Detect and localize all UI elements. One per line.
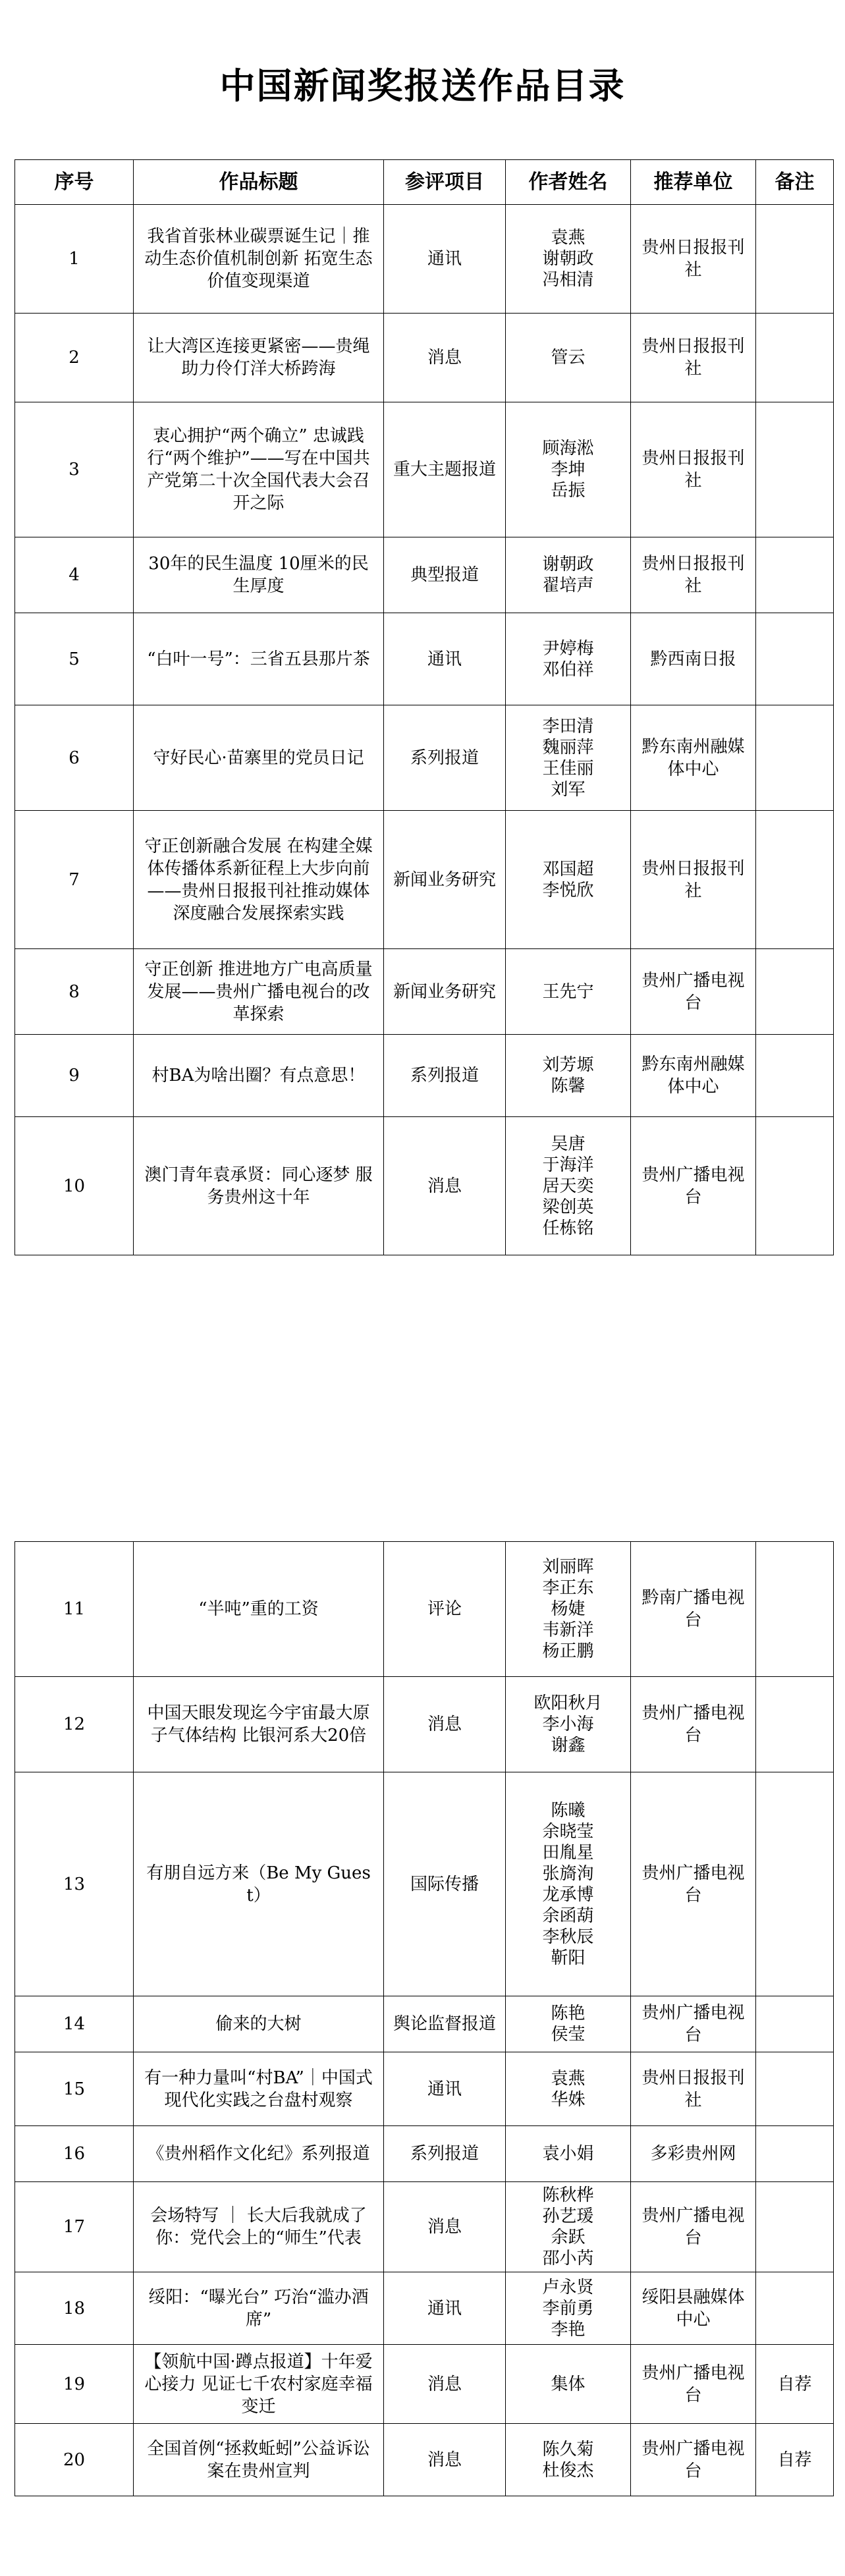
note: [756, 1996, 834, 2052]
authors: [506, 1996, 631, 2052]
author-name: 李悦欣: [542, 880, 594, 900]
author-name: 邵小芮: [542, 2249, 594, 2268]
work-title: 会场特写 ｜ 长大后我就成了你：党代会上的“师生”代表: [134, 2182, 384, 2272]
author-name: 任栋铭: [542, 1218, 594, 1238]
author-name: 陈曦: [551, 1800, 586, 1821]
author-name: 刘芳塬: [542, 1055, 594, 1075]
row-number: 13: [15, 1772, 134, 1996]
table-row: [15, 2052, 834, 2126]
authors: [506, 314, 631, 402]
recommending-unit: 绥阳县融媒体中心: [631, 2272, 756, 2345]
note: [756, 1117, 834, 1255]
category: 通讯: [384, 613, 506, 705]
note: [756, 402, 834, 537]
author-name: 陈久菊: [542, 2439, 594, 2459]
note: [756, 2126, 834, 2182]
note: [756, 705, 834, 811]
table-row: [15, 1542, 834, 1677]
author-name: 田胤星: [542, 1842, 594, 1863]
authors: [506, 811, 631, 949]
authors: [506, 2272, 631, 2345]
work-title: “半吨”重的工资: [134, 1542, 384, 1677]
recommending-unit: 贵州广播电视台: [631, 949, 756, 1035]
table-row: [15, 811, 834, 949]
work-title: 守正创新 推进地方广电高质量发展——贵州广播电视台的改革探索: [134, 949, 384, 1035]
works-table-page-1: [14, 159, 834, 1255]
author-name: 谢朝政: [542, 249, 594, 269]
table-row: [15, 1677, 834, 1772]
recommending-unit: 黔南广播电视台: [631, 1542, 756, 1677]
author-name: 李坤: [551, 460, 586, 480]
authors: [506, 613, 631, 705]
table-row: [15, 205, 834, 314]
category: 通讯: [384, 205, 506, 314]
authors: [506, 1035, 631, 1117]
recommending-unit: 贵州广播电视台: [631, 2424, 756, 2496]
note: [756, 1772, 834, 1996]
table-row: [15, 949, 834, 1035]
author-name: 李正东: [542, 1578, 594, 1598]
row-number: 9: [15, 1035, 134, 1117]
author-name: 邓国超: [542, 859, 594, 879]
recommending-unit: 贵州广播电视台: [631, 1677, 756, 1772]
header-no: 序号: [15, 160, 134, 205]
author-name: 靳阳: [551, 1948, 586, 1968]
author-name: 尹婷梅: [542, 638, 594, 659]
row-number: 5: [15, 613, 134, 705]
row-number: 4: [15, 537, 134, 613]
note: 自荐: [756, 2424, 834, 2496]
table-row: [15, 314, 834, 402]
recommending-unit: 黔东南州融媒体中心: [631, 705, 756, 811]
work-title: 绥阳：“曝光台” 巧治“滥办酒席”: [134, 2272, 384, 2345]
note: [756, 205, 834, 314]
author-name: 孙艺瑗: [542, 2206, 594, 2226]
row-number: 15: [15, 2052, 134, 2126]
table-row: [15, 1117, 834, 1255]
category: 系列报道: [384, 2126, 506, 2182]
category: 国际传播: [384, 1772, 506, 1996]
row-number: 12: [15, 1677, 134, 1772]
note: [756, 314, 834, 402]
author-name: 居天奕: [542, 1176, 594, 1196]
recommending-unit: 贵州日报报刊社: [631, 537, 756, 613]
author-name: 欧阳秋月: [533, 1693, 603, 1713]
note: [756, 1542, 834, 1677]
author-name: 侯莹: [551, 2025, 586, 2044]
authors: [506, 402, 631, 537]
author-name: 袁燕: [551, 2068, 586, 2089]
work-title: 偷来的大树: [134, 1996, 384, 2052]
row-number: 20: [15, 2424, 134, 2496]
table-header-row: [15, 160, 834, 205]
header-title: 作品标题: [134, 160, 384, 205]
work-title: 我省首张林业碳票诞生记｜推动生态价值机制创新 拓宽生态价值变现渠道: [134, 205, 384, 314]
work-title: 【领航中国·蹲点报道】十年爱心接力 见证七千农村家庭幸福变迁: [134, 2345, 384, 2424]
work-title: 《贵州稻作文化纪》系列报道: [134, 2126, 384, 2182]
author-name: 谢鑫: [551, 1736, 586, 1755]
recommending-unit: 贵州广播电视台: [631, 2182, 756, 2272]
author-name: 袁小娟: [542, 2144, 594, 2164]
author-name: 杨正鹏: [542, 1641, 594, 1661]
author-name: 王佳丽: [542, 758, 594, 779]
header-unit: 推荐单位: [631, 160, 756, 205]
table-row: [15, 1035, 834, 1117]
author-name: 翟培声: [542, 576, 594, 595]
note: [756, 537, 834, 613]
author-name: 陈秋桦: [542, 2185, 594, 2205]
author-name: 刘军: [551, 779, 586, 800]
recommending-unit: 贵州日报报刊社: [631, 2052, 756, 2126]
note: [756, 949, 834, 1035]
recommending-unit: 多彩贵州网: [631, 2126, 756, 2182]
row-number: 7: [15, 811, 134, 949]
category: 通讯: [384, 2272, 506, 2345]
table-row: [15, 2272, 834, 2345]
table-row: [15, 2182, 834, 2272]
category: 消息: [384, 314, 506, 402]
category: 消息: [384, 1677, 506, 1772]
author-name: 龙承博: [542, 1884, 594, 1905]
note: [756, 2052, 834, 2126]
category: 通讯: [384, 2052, 506, 2126]
author-name: 于海洋: [542, 1155, 594, 1175]
authors: [506, 2182, 631, 2272]
authors: [506, 2126, 631, 2182]
author-name: 冯相清: [542, 270, 594, 290]
work-title: 村BA为啥出圈？有点意思！: [134, 1035, 384, 1117]
work-title: 守好民心·苗寨里的党员日记: [134, 705, 384, 811]
recommending-unit: 贵州广播电视台: [631, 2345, 756, 2424]
table-row: [15, 2345, 834, 2424]
recommending-unit: 贵州日报报刊社: [631, 811, 756, 949]
author-name: 李小海: [542, 1714, 594, 1734]
table-row: [15, 613, 834, 705]
table-row: [15, 1772, 834, 1996]
authors: [506, 205, 631, 314]
authors: [506, 1117, 631, 1255]
work-title: 有朋自远方来（Be My Guest）: [134, 1772, 384, 1996]
authors: [506, 1542, 631, 1677]
category: 消息: [384, 2182, 506, 2272]
row-number: 18: [15, 2272, 134, 2345]
author-name: 梁创英: [542, 1197, 594, 1217]
page-title: 中国新闻奖报送作品目录: [219, 65, 626, 107]
work-title: 守正创新融合发展 在构建全媒体传播体系新征程上大步向前——贵州日报报刊社推动媒体深度融合发展探索实践: [134, 811, 384, 949]
works-table-page-2: [14, 1541, 834, 2496]
table-row: [15, 2126, 834, 2182]
work-title: 衷心拥护“两个确立” 忠诚践行“两个维护”——写在中国共产党第二十次全国代表大会召开之际: [134, 402, 384, 537]
category: 典型报道: [384, 537, 506, 613]
author-name: 刘丽晖: [542, 1557, 594, 1577]
header-category: 参评项目: [384, 160, 506, 205]
authors: [506, 2424, 631, 2496]
table-row: [15, 705, 834, 811]
row-number: 10: [15, 1117, 134, 1255]
row-number: 6: [15, 705, 134, 811]
category: 新闻业务研究: [384, 811, 506, 949]
recommending-unit: 贵州日报报刊社: [631, 205, 756, 314]
author-name: 李前勇: [542, 2298, 594, 2318]
category: 系列报道: [384, 1035, 506, 1117]
header-note: 备注: [756, 160, 834, 205]
author-name: 李秋辰: [542, 1927, 594, 1947]
authors: [506, 537, 631, 613]
author-name: 李田清: [542, 716, 594, 736]
author-name: 华姝: [551, 2089, 586, 2110]
note: [756, 1035, 834, 1117]
recommending-unit: 贵州日报报刊社: [631, 314, 756, 402]
note: [756, 613, 834, 705]
row-number: 11: [15, 1542, 134, 1677]
author-name: 杜俊杰: [542, 2460, 594, 2480]
authors: [506, 949, 631, 1035]
recommending-unit: 贵州广播电视台: [631, 1772, 756, 1996]
author-name: 王先宁: [542, 981, 594, 1002]
row-number: 19: [15, 2345, 134, 2424]
author-name: 杨婕: [551, 1599, 586, 1619]
table-row: [15, 1996, 834, 2052]
author-name: 李艳: [551, 2319, 586, 2340]
author-name: 袁燕: [551, 228, 586, 248]
note: 自荐: [756, 2345, 834, 2424]
row-number: 16: [15, 2126, 134, 2182]
note: [756, 1677, 834, 1772]
author-name: 余晓莹: [542, 1821, 594, 1842]
category: 消息: [384, 1117, 506, 1255]
author-name: 集体: [551, 2374, 586, 2394]
category: 评论: [384, 1542, 506, 1677]
author-name: 吴唐: [551, 1134, 586, 1154]
work-title: “白叶一号”：三省五县那片茶: [134, 613, 384, 705]
author-name: 邓伯祥: [542, 659, 594, 680]
author-name: 韦新洋: [542, 1620, 594, 1640]
recommending-unit: 黔西南日报: [631, 613, 756, 705]
table-row: [15, 537, 834, 613]
row-number: 17: [15, 2182, 134, 2272]
row-number: 3: [15, 402, 134, 537]
recommending-unit: 贵州日报报刊社: [631, 402, 756, 537]
work-title: 30年的民生温度 10厘米的民生厚度: [134, 537, 384, 613]
category: 消息: [384, 2345, 506, 2424]
row-number: 2: [15, 314, 134, 402]
header-authors: 作者姓名: [506, 160, 631, 205]
row-number: 8: [15, 949, 134, 1035]
authors: [506, 2052, 631, 2126]
work-title: 有一种力量叫“村BA”｜中国式现代化实践之台盘村观察: [134, 2052, 384, 2126]
category: 系列报道: [384, 705, 506, 811]
note: [756, 2272, 834, 2345]
category: 新闻业务研究: [384, 949, 506, 1035]
table-row: [15, 2424, 834, 2496]
work-title: 让大湾区连接更紧密——贵绳助力伶仃洋大桥跨海: [134, 314, 384, 402]
author-name: 余跃: [551, 2228, 586, 2247]
author-name: 谢朝政: [542, 555, 594, 574]
note: [756, 2182, 834, 2272]
authors: [506, 1772, 631, 1996]
author-name: 陈馨: [551, 1076, 586, 1096]
author-name: 陈艳: [551, 2004, 586, 2023]
authors: [506, 1677, 631, 1772]
author-name: 余函葫: [542, 1905, 594, 1926]
work-title: 澳门青年袁承贤：同心逐梦 服务贵州这十年: [134, 1117, 384, 1255]
category: 舆论监督报道: [384, 1996, 506, 2052]
table-row: [15, 402, 834, 537]
author-name: 张旖洵: [542, 1863, 594, 1884]
author-name: 卢永贤: [542, 2277, 594, 2297]
authors: [506, 2345, 631, 2424]
recommending-unit: 贵州广播电视台: [631, 1996, 756, 2052]
author-name: 管云: [551, 348, 586, 368]
author-name: 顾海淞: [542, 439, 594, 458]
category: 消息: [384, 2424, 506, 2496]
work-title: 中国天眼发现迄今宇宙最大原子气体结构 比银河系大20倍: [134, 1677, 384, 1772]
authors: [506, 705, 631, 811]
author-name: 魏丽萍: [542, 737, 594, 757]
row-number: 1: [15, 205, 134, 314]
recommending-unit: 贵州广播电视台: [631, 1117, 756, 1255]
recommending-unit: 黔东南州融媒体中心: [631, 1035, 756, 1117]
author-name: 岳振: [551, 481, 586, 501]
row-number: 14: [15, 1996, 134, 2052]
note: [756, 811, 834, 949]
category: 重大主题报道: [384, 402, 506, 537]
work-title: 全国首例“拯救蚯蚓”公益诉讼案在贵州宣判: [134, 2424, 384, 2496]
